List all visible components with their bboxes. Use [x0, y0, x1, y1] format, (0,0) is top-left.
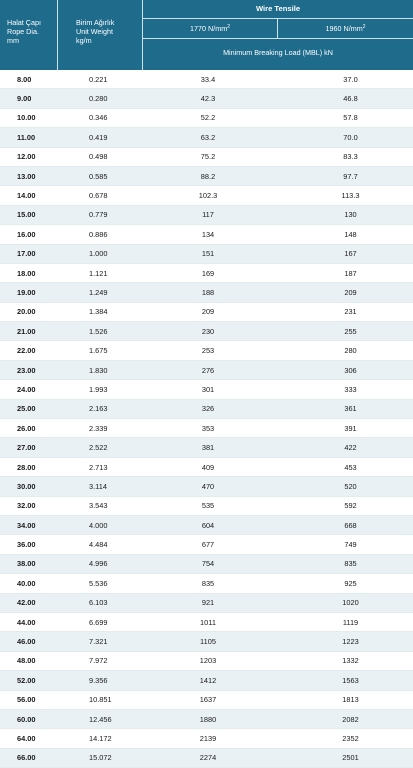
header-unit-weight — [76, 18, 142, 45]
cell-rope-diameter: 19.00 — [17, 287, 36, 297]
header-rope-diameter — [7, 18, 57, 45]
cell-unit-weight: 2.339 — [89, 423, 108, 433]
header-tensile-1960 — [278, 24, 413, 33]
cell-mbl-1770: 535 — [201, 501, 215, 511]
table-row — [0, 652, 413, 671]
cell-mbl-1770: 117 — [202, 210, 214, 220]
cell-rope-diameter: 15.00 — [17, 210, 36, 220]
cell-mbl-1960: 97.7 — [343, 171, 358, 181]
header-divider — [142, 38, 413, 39]
table-row — [0, 729, 413, 748]
cell-unit-weight: 9.356 — [89, 675, 108, 685]
cell-rope-diameter: 13.00 — [17, 171, 36, 181]
table-row — [0, 497, 413, 516]
cell-unit-weight: 2.713 — [89, 462, 108, 472]
cell-rope-diameter: 11.00 — [17, 132, 36, 142]
cell-mbl-1960: 167 — [344, 249, 357, 259]
cell-mbl-1960: 361 — [344, 404, 357, 414]
table-row — [0, 341, 413, 360]
header-tensile-1960-sup: 2 — [362, 24, 366, 30]
cell-rope-diameter: 24.00 — [17, 384, 36, 394]
cell-rope-diameter: 9.00 — [17, 94, 32, 104]
cell-unit-weight: 2.163 — [89, 404, 108, 414]
table-row — [0, 671, 413, 690]
cell-mbl-1960: 187 — [344, 268, 357, 278]
table-row — [0, 632, 413, 651]
table-row — [0, 419, 413, 438]
cell-unit-weight: 1.675 — [89, 346, 108, 356]
cell-mbl-1770: 604 — [201, 520, 215, 530]
cell-mbl-1770: 88.2 — [200, 171, 216, 181]
table-row — [0, 186, 413, 205]
table-row — [0, 691, 413, 710]
cell-mbl-1770: 835 — [201, 578, 215, 588]
cell-unit-weight: 2.522 — [89, 443, 108, 453]
table-row — [0, 167, 413, 186]
cell-unit-weight: 4.000 — [89, 520, 108, 530]
table-row — [0, 303, 413, 322]
cell-rope-diameter: 32.00 — [17, 501, 36, 511]
header-unit-weight-unit: kg/m — [76, 36, 92, 45]
cell-mbl-1770: 1880 — [199, 714, 217, 724]
table-row — [0, 749, 413, 768]
cell-mbl-1770: 151 — [201, 249, 215, 259]
cell-mbl-1770: 677 — [201, 540, 215, 550]
cell-mbl-1960: 1563 — [342, 675, 359, 685]
cell-unit-weight: 0.779 — [89, 210, 108, 220]
table-row — [0, 264, 413, 283]
cell-rope-diameter: 10.00 — [17, 113, 36, 123]
cell-mbl-1960: 422 — [344, 443, 357, 453]
header-tensile-1770 — [143, 24, 277, 33]
cell-mbl-1770: 2139 — [199, 733, 217, 743]
cell-mbl-1770: 1412 — [199, 675, 217, 685]
table-row — [0, 535, 413, 554]
table-row — [0, 477, 413, 496]
cell-rope-diameter: 12.00 — [17, 152, 36, 162]
cell-rope-diameter: 60.00 — [17, 714, 36, 724]
cell-unit-weight: 0.498 — [89, 152, 108, 162]
cell-rope-diameter: 36.00 — [17, 540, 36, 550]
cell-rope-diameter: 38.00 — [17, 559, 36, 569]
table-row — [0, 128, 413, 147]
cell-unit-weight: 15.072 — [89, 753, 112, 763]
cell-mbl-1770: 1203 — [199, 656, 217, 666]
cell-unit-weight: 1.000 — [89, 249, 108, 259]
cell-rope-diameter: 42.00 — [17, 598, 36, 608]
cell-unit-weight: 1.993 — [89, 384, 108, 394]
header-unit-weight-en: Unit Weight — [76, 27, 114, 36]
cell-unit-weight: 14.172 — [89, 733, 112, 743]
cell-unit-weight: 0.678 — [89, 191, 108, 201]
cell-mbl-1770: 1105 — [200, 637, 216, 647]
cell-mbl-1960: 749 — [344, 540, 357, 550]
cell-rope-diameter: 40.00 — [17, 578, 36, 588]
cell-mbl-1770: 921 — [201, 598, 215, 608]
table-row — [0, 438, 413, 457]
cell-unit-weight: 1.526 — [89, 326, 108, 336]
cell-unit-weight: 5.536 — [89, 578, 108, 588]
cell-rope-diameter: 44.00 — [17, 617, 36, 627]
cell-rope-diameter: 46.00 — [17, 637, 36, 647]
header-wire-tensile: Wire Tensile — [255, 4, 301, 13]
cell-unit-weight: 1.830 — [89, 365, 108, 375]
table-row — [0, 613, 413, 632]
cell-mbl-1960: 130 — [344, 210, 357, 220]
cell-mbl-1770: 75.2 — [200, 152, 216, 162]
cell-rope-diameter: 34.00 — [17, 520, 36, 530]
cell-rope-diameter: 16.00 — [17, 229, 36, 239]
cell-mbl-1960: 592 — [344, 501, 357, 511]
cell-mbl-1770: 102.3 — [198, 191, 218, 201]
cell-mbl-1960: 520 — [344, 481, 357, 491]
cell-mbl-1770: 209 — [201, 307, 215, 317]
header-rope-diameter-en: Rope Dia. — [7, 27, 39, 36]
cell-mbl-1960: 306 — [344, 365, 357, 375]
cell-rope-diameter: 56.00 — [17, 695, 36, 705]
cell-mbl-1960: 2352 — [342, 733, 359, 743]
cell-rope-diameter: 8.00 — [17, 74, 32, 84]
cell-rope-diameter: 52.00 — [17, 675, 36, 685]
cell-rope-diameter: 30.00 — [17, 481, 36, 491]
cell-mbl-1960: 113.3 — [341, 191, 360, 201]
cell-rope-diameter: 18.00 — [17, 268, 36, 278]
cell-mbl-1960: 1813 — [342, 695, 359, 705]
cell-mbl-1960: 46.8 — [343, 94, 358, 104]
cell-unit-weight: 12.456 — [89, 714, 112, 724]
cell-mbl-1770: 52.2 — [200, 113, 216, 123]
cell-rope-diameter: 21.00 — [17, 326, 36, 336]
cell-mbl-1960: 2501 — [342, 753, 359, 763]
cell-unit-weight: 0.221 — [89, 74, 108, 84]
header-mbl: Minimum Breaking Load (MBL) kN — [223, 48, 333, 57]
cell-mbl-1960: 1332 — [342, 656, 359, 666]
table-row — [0, 322, 413, 341]
cell-rope-diameter: 28.00 — [17, 462, 36, 472]
cell-mbl-1960: 391 — [344, 423, 357, 433]
cell-mbl-1770: 326 — [201, 404, 215, 414]
cell-unit-weight: 4.484 — [89, 540, 108, 550]
table-row — [0, 594, 413, 613]
cell-mbl-1960: 148 — [344, 229, 357, 239]
cell-unit-weight: 0.585 — [89, 171, 108, 181]
cell-mbl-1960: 209 — [344, 287, 357, 297]
cell-mbl-1960: 1223 — [342, 637, 359, 647]
cell-mbl-1960: 333 — [344, 384, 357, 394]
cell-mbl-1770: 301 — [201, 384, 215, 394]
cell-unit-weight: 1.121 — [89, 268, 108, 278]
table-row — [0, 574, 413, 593]
header-tensile-1960-label: 1960 N/mm — [325, 24, 363, 33]
cell-mbl-1960: 57.8 — [343, 113, 358, 123]
cell-unit-weight: 7.972 — [89, 656, 108, 666]
cell-mbl-1770: 470 — [201, 481, 215, 491]
cell-rope-diameter: 27.00 — [17, 443, 36, 453]
cell-unit-weight: 1.249 — [89, 287, 108, 297]
cell-mbl-1960: 255 — [344, 326, 357, 336]
cell-mbl-1960: 835 — [344, 559, 357, 569]
cell-unit-weight: 4.996 — [89, 559, 108, 569]
table-header — [0, 0, 413, 70]
cell-rope-diameter: 48.00 — [17, 656, 36, 666]
table-row — [0, 400, 413, 419]
cell-mbl-1960: 231 — [344, 307, 357, 317]
cell-rope-diameter: 23.00 — [17, 365, 36, 375]
cell-mbl-1960: 1020 — [342, 598, 359, 608]
cell-rope-diameter: 14.00 — [17, 191, 36, 201]
cell-unit-weight: 6.699 — [89, 617, 108, 627]
cell-mbl-1770: 1011 — [200, 617, 216, 627]
cell-rope-diameter: 17.00 — [17, 249, 36, 259]
header-rope-diameter-unit: mm — [7, 36, 19, 45]
table-row — [0, 283, 413, 302]
cell-mbl-1960: 2082 — [342, 714, 359, 724]
cell-unit-weight: 3.543 — [89, 501, 108, 511]
cell-mbl-1770: 754 — [201, 559, 215, 569]
cell-rope-diameter: 25.00 — [17, 404, 36, 414]
header-unit-weight-tr: Birim Ağırlık — [76, 18, 115, 27]
cell-mbl-1770: 63.2 — [200, 132, 216, 142]
cell-mbl-1770: 253 — [201, 346, 215, 356]
table-row — [0, 245, 413, 264]
cell-rope-diameter: 22.00 — [17, 346, 36, 356]
cell-rope-diameter: 66.00 — [17, 753, 36, 763]
cell-mbl-1770: 409 — [201, 462, 215, 472]
cell-mbl-1770: 2274 — [199, 753, 217, 763]
cell-unit-weight: 6.103 — [89, 598, 108, 608]
table-row — [0, 109, 413, 128]
cell-mbl-1960: 280 — [344, 346, 357, 356]
cell-unit-weight: 3.114 — [89, 481, 107, 491]
table-row — [0, 225, 413, 244]
cell-mbl-1960: 1119 — [342, 617, 359, 627]
cell-mbl-1770: 276 — [201, 365, 215, 375]
cell-mbl-1960: 70.0 — [343, 132, 358, 142]
header-tensile-1770-label: 1770 N/mm — [190, 24, 228, 33]
cell-unit-weight: 0.346 — [89, 113, 108, 123]
table-row — [0, 89, 413, 108]
cell-unit-weight: 0.280 — [89, 94, 108, 104]
table-body — [0, 70, 413, 768]
cell-mbl-1770: 381 — [201, 443, 215, 453]
table-row — [0, 206, 413, 225]
cell-rope-diameter: 64.00 — [17, 733, 36, 743]
table-row — [0, 148, 413, 167]
cell-mbl-1960: 453 — [344, 462, 357, 472]
cell-mbl-1770: 1637 — [199, 695, 217, 705]
cell-unit-weight: 0.419 — [89, 132, 108, 142]
cell-mbl-1770: 169 — [201, 268, 215, 278]
cell-mbl-1770: 134 — [201, 229, 215, 239]
cell-mbl-1770: 188 — [201, 287, 215, 297]
cell-mbl-1960: 668 — [344, 520, 357, 530]
header-rope-diameter-tr: Halat Çapı — [7, 18, 41, 27]
cell-unit-weight: 10.851 — [89, 695, 112, 705]
header-divider — [57, 0, 58, 70]
cell-unit-weight: 0.886 — [89, 229, 108, 239]
cell-rope-diameter: 26.00 — [17, 423, 36, 433]
table-row — [0, 458, 413, 477]
cell-mbl-1770: 230 — [201, 326, 215, 336]
cell-mbl-1960: 37.0 — [343, 74, 358, 84]
cell-rope-diameter: 20.00 — [17, 307, 36, 317]
table-row — [0, 70, 413, 89]
cell-mbl-1960: 925 — [344, 578, 357, 588]
cell-mbl-1770: 33.4 — [200, 74, 216, 84]
cell-unit-weight: 1.384 — [89, 307, 108, 317]
cell-mbl-1770: 42.3 — [200, 94, 216, 104]
table-row — [0, 516, 413, 535]
cell-unit-weight: 7.321 — [89, 637, 108, 647]
cell-mbl-1770: 353 — [201, 423, 215, 433]
table-row — [0, 555, 413, 574]
cell-mbl-1960: 83.3 — [343, 152, 358, 162]
table-row — [0, 361, 413, 380]
header-tensile-1770-sup: 2 — [227, 24, 230, 30]
table-row — [0, 710, 413, 729]
table-row — [0, 380, 413, 399]
